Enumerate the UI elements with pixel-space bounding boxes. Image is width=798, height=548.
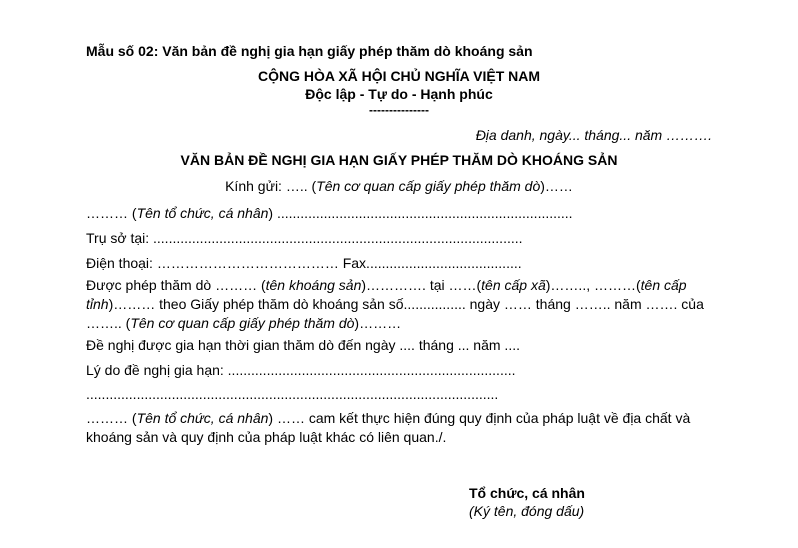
reason-line: Lý do đề nghị gia hạn: .......................................................................... <box>86 362 516 378</box>
form-number-header: Mẫu số 02: Văn bản đề nghị gia hạn giấy phép thăm dò khoáng sản <box>86 43 533 59</box>
phone-fax-line: Điện thoại: ………………………………… Fax........................................ <box>86 255 522 271</box>
recipient-line: Kính gửi: ….. (Tên cơ quan cấp giấy phép thăm dò)…… <box>225 178 573 194</box>
reason-continuation-line: .......................................................................................................... <box>86 386 499 402</box>
address-line: Trụ sở tại: ............................................................................................... <box>86 230 523 246</box>
place-date-line: Địa danh, ngày... tháng... năm ………. <box>475 127 712 143</box>
motto-divider: --------------- <box>369 103 429 117</box>
permit-paragraph: Được phép thăm dò ……… (tên khoáng sản)…………. tại ……(tên cấp xã)…….., ………(tên cấp tỉnh)……… theo Giấy phép thăm dò khoáng sản số................ ngày …… tháng …….. năm ……. của …….. (Tên cơ quan cấp giấy phép thăm dò)……… <box>86 277 704 331</box>
applicant-line: ……… (Tên tổ chức, cá nhân) ............................................................................ <box>86 205 573 221</box>
national-motto: Độc lập - Tự do - Hạnh phúc <box>305 86 493 102</box>
signature-title: Tổ chức, cá nhân <box>469 485 585 501</box>
signature-note: (Ký tên, đóng dấu) <box>469 503 585 519</box>
extension-request-line: Đề nghị được gia hạn thời gian thăm dò đến ngày .... tháng ... năm .... <box>86 337 520 353</box>
document-title: VĂN BẢN ĐỀ NGHỊ GIA HẠN GIẤY PHÉP THĂM DÒ KHOÁNG SẢN <box>180 152 618 168</box>
nation-name: CỘNG HÒA XÃ HỘI CHỦ NGHĨA VIỆT NAM <box>257 68 541 84</box>
commitment-paragraph: ……… (Tên tổ chức, cá nhân) …… cam kết thực hiện đúng quy định của pháp luật về địa chất và khoáng sản và quy định của pháp luật khác có liên quan./. <box>86 410 691 445</box>
